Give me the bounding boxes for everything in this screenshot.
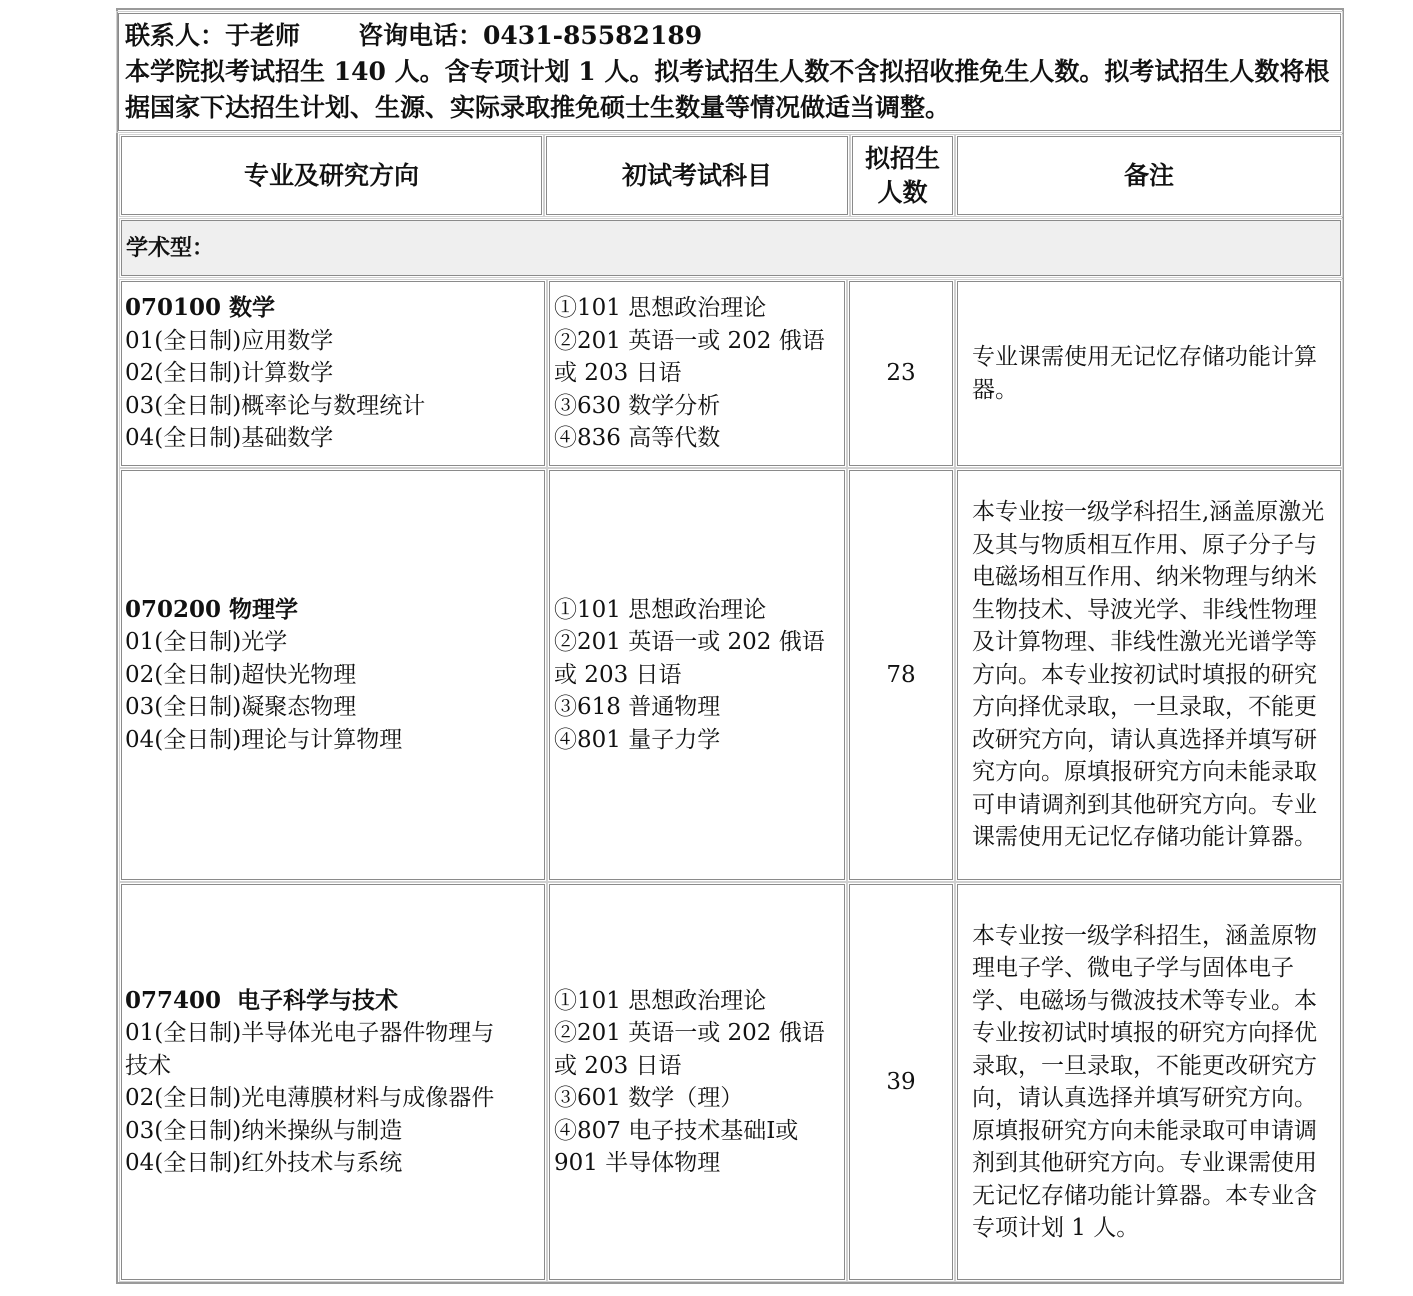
exam-item: ②201 英语一或 202 俄语	[554, 327, 825, 354]
direction-item: 01(全日制)半导体光电子器件物理与	[125, 1020, 495, 1046]
table-row-exams	[549, 281, 845, 466]
direction-item: 03(全日制)凝聚态物理	[125, 694, 357, 721]
exam-item: 或 203 日语	[554, 360, 682, 387]
direction-item: 01(全日制)光学	[125, 629, 288, 656]
enrollment-notice: 本学院拟考试招生 140 人。含专项计划 1 人。拟考试招生人数不含拟招收推免生人数。拟考试招生人数将根据国家下达招生计划、生源、实际录取推免硕士生数量等情况做适当调整。	[125, 57, 1330, 122]
table-row-quota: 23	[849, 281, 953, 466]
exam-item: ①101 思想政治理论	[554, 295, 767, 322]
direction-item: 技术	[125, 1052, 171, 1079]
direction-item: 03(全日制)概率论与数理统计	[125, 392, 426, 419]
major-title: 070100 数学	[125, 294, 276, 322]
remark-text: 本专业按一级学科招生,涵盖原激光及其与物质相互作用、原子分子与电磁场相互作用、纳米物理与纳米生物技术、导波光学、非线性物理及计算物理、非线性激光光谱学等方向。本专业按初试时填报的研究方向择优录取，一旦录取，不能更改研究方向，请认真选择并填写研究方向。原填报研究方向未能录取可申请调剂到其他研究方向。专业课需使用无记忆存储功能计算器。	[972, 499, 1325, 851]
exam-item: 或 203 日语	[554, 661, 682, 688]
table-row-major	[121, 884, 545, 1280]
table-row-exams	[549, 470, 845, 880]
exam-item: ④801 量子力学	[554, 726, 721, 753]
contact-line	[125, 18, 1334, 54]
direction-item: 04(全日制)红外技术与系统	[125, 1150, 403, 1176]
table-row-major	[121, 281, 545, 466]
major-title: 077400 电子科学与技术	[125, 986, 399, 1014]
direction-item: 03(全日制)纳米操纵与制造	[125, 1117, 403, 1144]
column-header-remark: 备注	[957, 136, 1341, 215]
exam-item: 或 203 日语	[554, 1052, 682, 1079]
table-row-remark	[957, 884, 1341, 1280]
exam-item: ①101 思想政治理论	[554, 596, 767, 623]
exam-item: ②201 英语一或 202 俄语	[554, 629, 825, 656]
remark-text: 本专业按一级学科招生，涵盖原物理电子学、微电子学与固体电子学、电磁场与微波技术等专业。本专业按初试时填报的研究方向择优录取，一旦录取，不能更改研究方向，请认真选择并填写研究方向。原填报研究方向未能录取可申请调剂到其他研究方向。专业课需使用无记忆存储功能计算器。本专业含专项计划 1 人。	[972, 922, 1317, 1241]
exam-item: ③630 数学分析	[554, 392, 721, 419]
direction-item: 04(全日制)理论与计算物理	[125, 726, 403, 753]
section-label-academic: 学术型：	[121, 220, 1341, 276]
major-title: 070200 物理学	[125, 595, 299, 623]
direction-item: 02(全日制)光电薄膜材料与成像器件	[125, 1085, 495, 1111]
table-row-remark	[957, 470, 1341, 880]
exam-item: ②201 英语一或 202 俄语	[554, 1020, 825, 1046]
column-header-exam: 初试考试科目	[546, 136, 848, 215]
contact-header	[118, 13, 1341, 131]
contact-person: 联系人：于老师	[125, 21, 301, 50]
exam-item: ③618 普通物理	[554, 694, 721, 721]
column-header-quota-label: 拟招生人数	[864, 143, 940, 207]
table-row-quota: 78	[849, 470, 953, 880]
direction-item: 02(全日制)超快光物理	[125, 661, 357, 688]
exam-item: ④807 电子技术基础Ⅰ或	[554, 1117, 799, 1144]
direction-item: 01(全日制)应用数学	[125, 327, 334, 354]
table-row-exams	[549, 884, 845, 1280]
exam-item: ①101 思想政治理论	[554, 987, 767, 1014]
table-row-quota: 39	[849, 884, 953, 1280]
remark-text: 专业课需使用无记忆存储功能计算器。	[972, 344, 1317, 403]
column-header-major: 专业及研究方向	[121, 136, 542, 215]
exam-item: ③601 数学（理）	[554, 1085, 744, 1111]
contact-phone: 咨询电话：0431-85582189	[358, 21, 703, 50]
column-header-quota	[852, 136, 953, 215]
exam-item: ④836 高等代数	[554, 425, 721, 452]
direction-item: 04(全日制)基础数学	[125, 425, 334, 452]
table-row-remark	[957, 281, 1341, 466]
exam-item: 901 半导体物理	[554, 1150, 721, 1176]
direction-item: 02(全日制)计算数学	[125, 360, 334, 387]
table-row-major	[121, 470, 545, 880]
